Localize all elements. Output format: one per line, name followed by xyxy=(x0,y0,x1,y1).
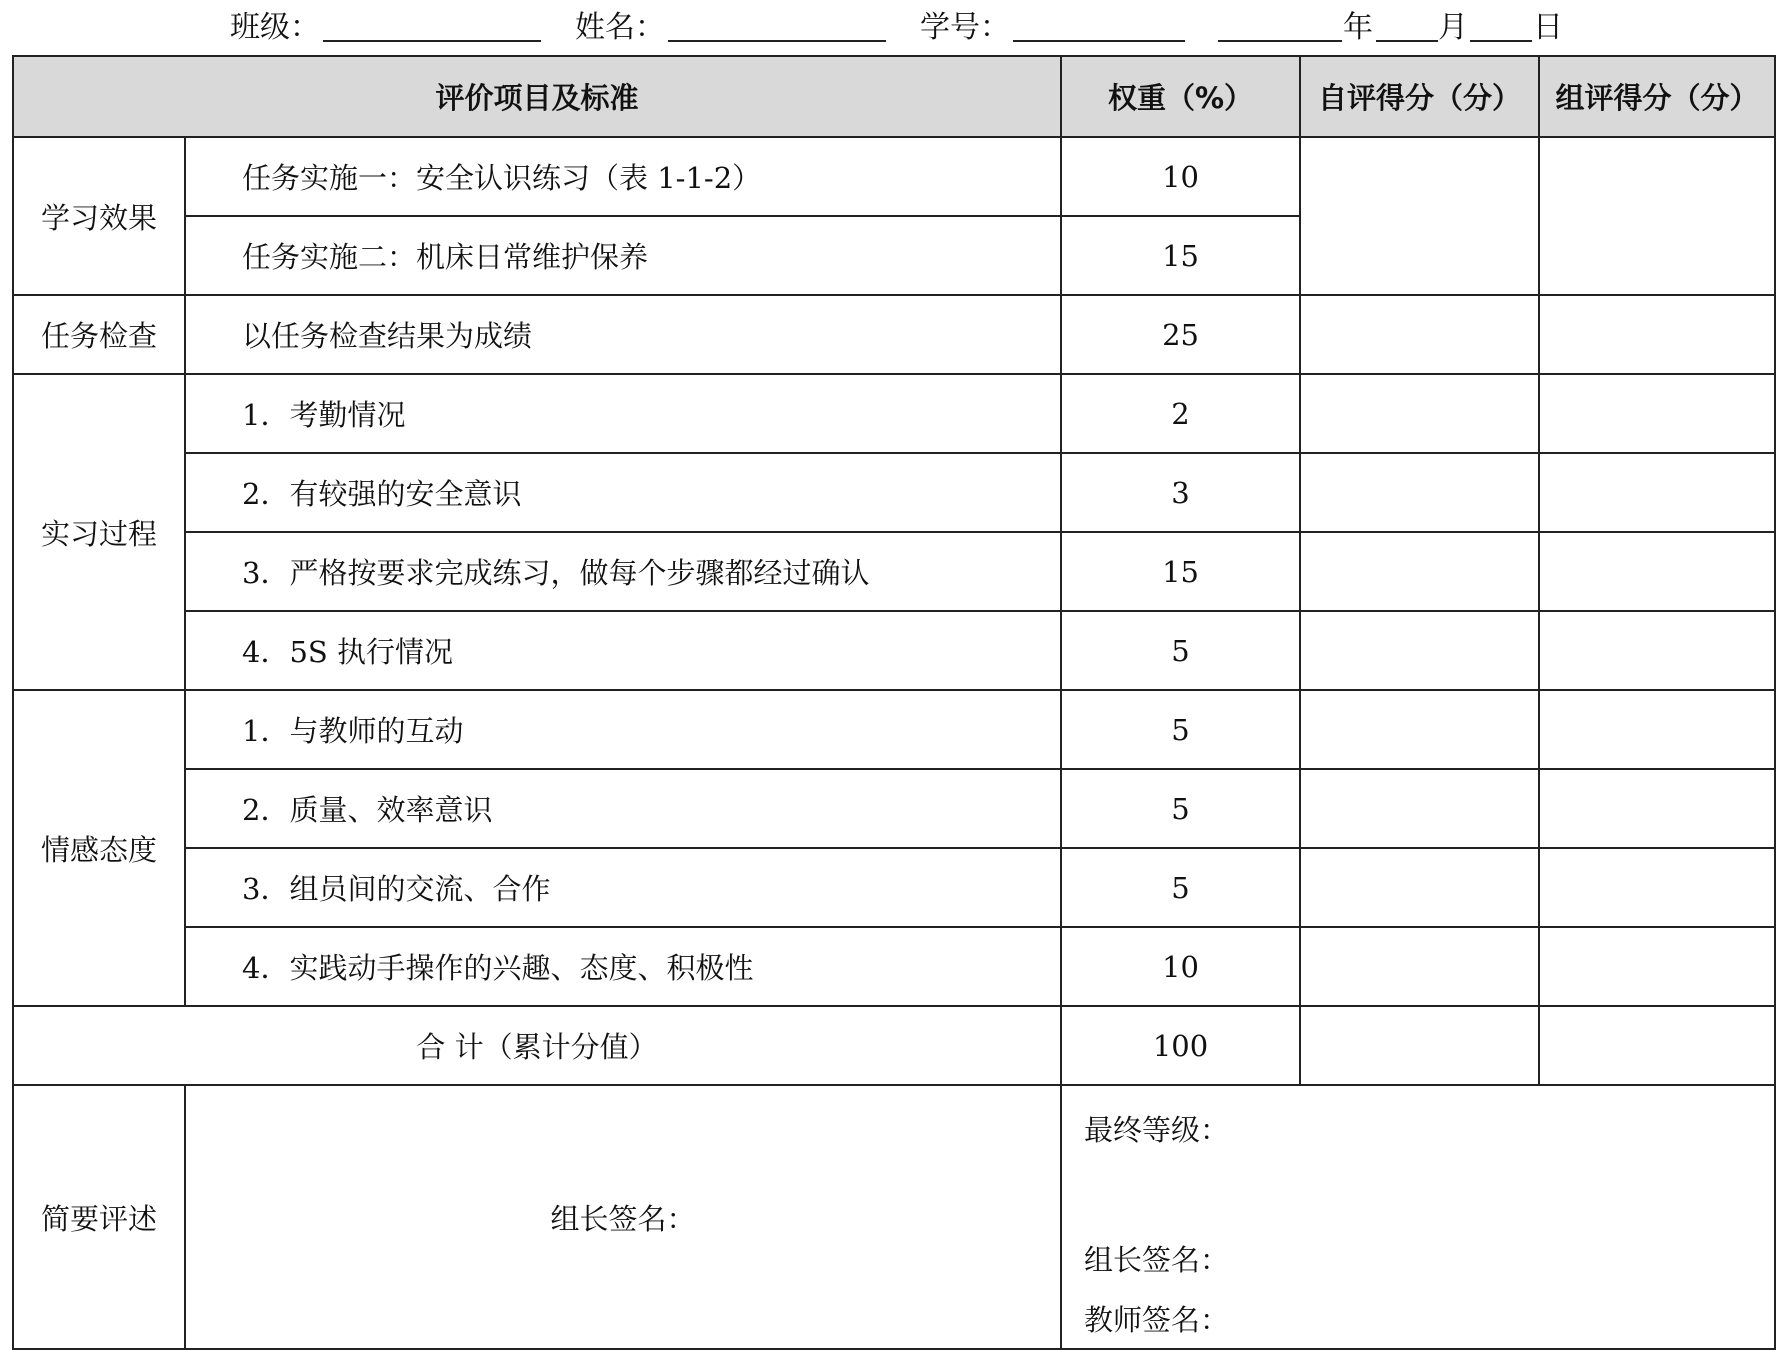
self-score-cell[interactable] xyxy=(1300,927,1539,1006)
review-comment-cell[interactable] xyxy=(185,1085,1061,1349)
total-weight: 100 xyxy=(1061,1006,1300,1085)
weight-value: 5 xyxy=(1061,848,1300,927)
final-grade-cell[interactable] xyxy=(1061,1085,1775,1349)
self-score-cell[interactable] xyxy=(1300,848,1539,927)
category-attitude: 情感态度 xyxy=(13,690,185,1006)
total-row xyxy=(13,1006,1775,1085)
weight-value: 5 xyxy=(1061,690,1300,769)
day-field[interactable] xyxy=(1470,4,1532,42)
group-score-cell[interactable] xyxy=(1539,927,1775,1006)
table-row xyxy=(13,848,1775,927)
teacher-sign-label: 教师签名： xyxy=(1084,1303,1230,1337)
self-score-cell[interactable] xyxy=(1300,137,1539,295)
col-header-weight: 权重（%） xyxy=(1061,56,1300,137)
criteria-item: 2．质量、效率意识 xyxy=(185,769,1061,848)
weight-value: 10 xyxy=(1061,927,1300,1006)
table-row xyxy=(13,453,1775,532)
table-row xyxy=(13,374,1775,453)
day-label: 日 xyxy=(1533,10,1563,45)
criteria-item: 3．严格按要求完成练习，做每个步骤都经过确认 xyxy=(185,532,1061,611)
criteria-item: 任务实施二：机床日常维护保养 xyxy=(185,216,1061,295)
leader-sign-label: 组长签名： xyxy=(550,1201,696,1236)
weight-value: 3 xyxy=(1061,453,1300,532)
summary-row xyxy=(13,1085,1775,1349)
table-header-row xyxy=(13,56,1775,137)
col-header-self-score: 自评得分（分） xyxy=(1300,56,1539,137)
weight-value: 5 xyxy=(1061,611,1300,690)
form-header xyxy=(0,4,1786,52)
group-score-cell[interactable] xyxy=(1539,611,1775,690)
table-row xyxy=(13,137,1775,216)
weight-value: 15 xyxy=(1061,532,1300,611)
category-brief-review: 简要评述 xyxy=(13,1085,185,1349)
name-field[interactable] xyxy=(668,4,886,42)
category-practice-process: 实习过程 xyxy=(13,374,185,690)
table-row xyxy=(13,927,1775,1006)
weight-value: 5 xyxy=(1061,769,1300,848)
weight-value: 10 xyxy=(1061,137,1300,216)
criteria-item: 任务实施一：安全认识练习（表 1-1-2） xyxy=(185,137,1061,216)
final-grade-label: 最终等级： xyxy=(1084,1113,1230,1147)
group-score-cell[interactable] xyxy=(1539,374,1775,453)
col-header-group-score: 组评得分（分） xyxy=(1539,56,1775,137)
name-label: 姓名： xyxy=(575,10,665,45)
self-score-cell[interactable] xyxy=(1300,295,1539,374)
criteria-item: 4．5S 执行情况 xyxy=(185,611,1061,690)
criteria-item: 4．实践动手操作的兴趣、态度、积极性 xyxy=(185,927,1061,1006)
group-score-cell[interactable] xyxy=(1539,769,1775,848)
self-score-cell[interactable] xyxy=(1300,453,1539,532)
group-score-cell[interactable] xyxy=(1539,848,1775,927)
category-task-check: 任务检查 xyxy=(13,295,185,374)
self-score-cell[interactable] xyxy=(1300,374,1539,453)
self-score-cell[interactable] xyxy=(1300,611,1539,690)
month-field[interactable] xyxy=(1376,4,1438,42)
evaluation-table xyxy=(12,55,1776,1350)
criteria-item: 2．有较强的安全意识 xyxy=(185,453,1061,532)
group-score-total-cell[interactable] xyxy=(1539,1006,1775,1085)
weight-value: 25 xyxy=(1061,295,1300,374)
group-score-cell[interactable] xyxy=(1539,137,1775,295)
self-score-cell[interactable] xyxy=(1300,532,1539,611)
table-row xyxy=(13,295,1775,374)
criteria-item: 1．与教师的互动 xyxy=(185,690,1061,769)
group-score-cell[interactable] xyxy=(1539,295,1775,374)
self-score-total-cell[interactable] xyxy=(1300,1006,1539,1085)
total-label: 合 计（累计分值） xyxy=(13,1006,1061,1085)
group-score-cell[interactable] xyxy=(1539,532,1775,611)
leader-sign-label-right: 组长签名： xyxy=(1084,1243,1230,1277)
year-label: 年 xyxy=(1343,10,1373,45)
student-no-label: 学号： xyxy=(920,10,1010,45)
group-score-cell[interactable] xyxy=(1539,690,1775,769)
category-learning-effect: 学习效果 xyxy=(13,137,185,295)
self-score-cell[interactable] xyxy=(1300,690,1539,769)
class-field[interactable] xyxy=(323,4,541,42)
weight-value: 15 xyxy=(1061,216,1300,295)
col-header-criteria: 评价项目及标准 xyxy=(13,56,1061,137)
criteria-item: 1．考勤情况 xyxy=(185,374,1061,453)
criteria-item: 以任务检查结果为成绩 xyxy=(185,295,1061,374)
self-score-cell[interactable] xyxy=(1300,769,1539,848)
group-score-cell[interactable] xyxy=(1539,453,1775,532)
class-label: 班级： xyxy=(230,10,320,45)
weight-value: 2 xyxy=(1061,374,1300,453)
month-label: 月 xyxy=(1438,10,1468,45)
student-no-field[interactable] xyxy=(1013,4,1185,42)
criteria-item: 3．组员间的交流、合作 xyxy=(185,848,1061,927)
table-row xyxy=(13,769,1775,848)
table-row xyxy=(13,690,1775,769)
year-field[interactable] xyxy=(1218,4,1342,42)
table-row xyxy=(13,532,1775,611)
table-row xyxy=(13,611,1775,690)
